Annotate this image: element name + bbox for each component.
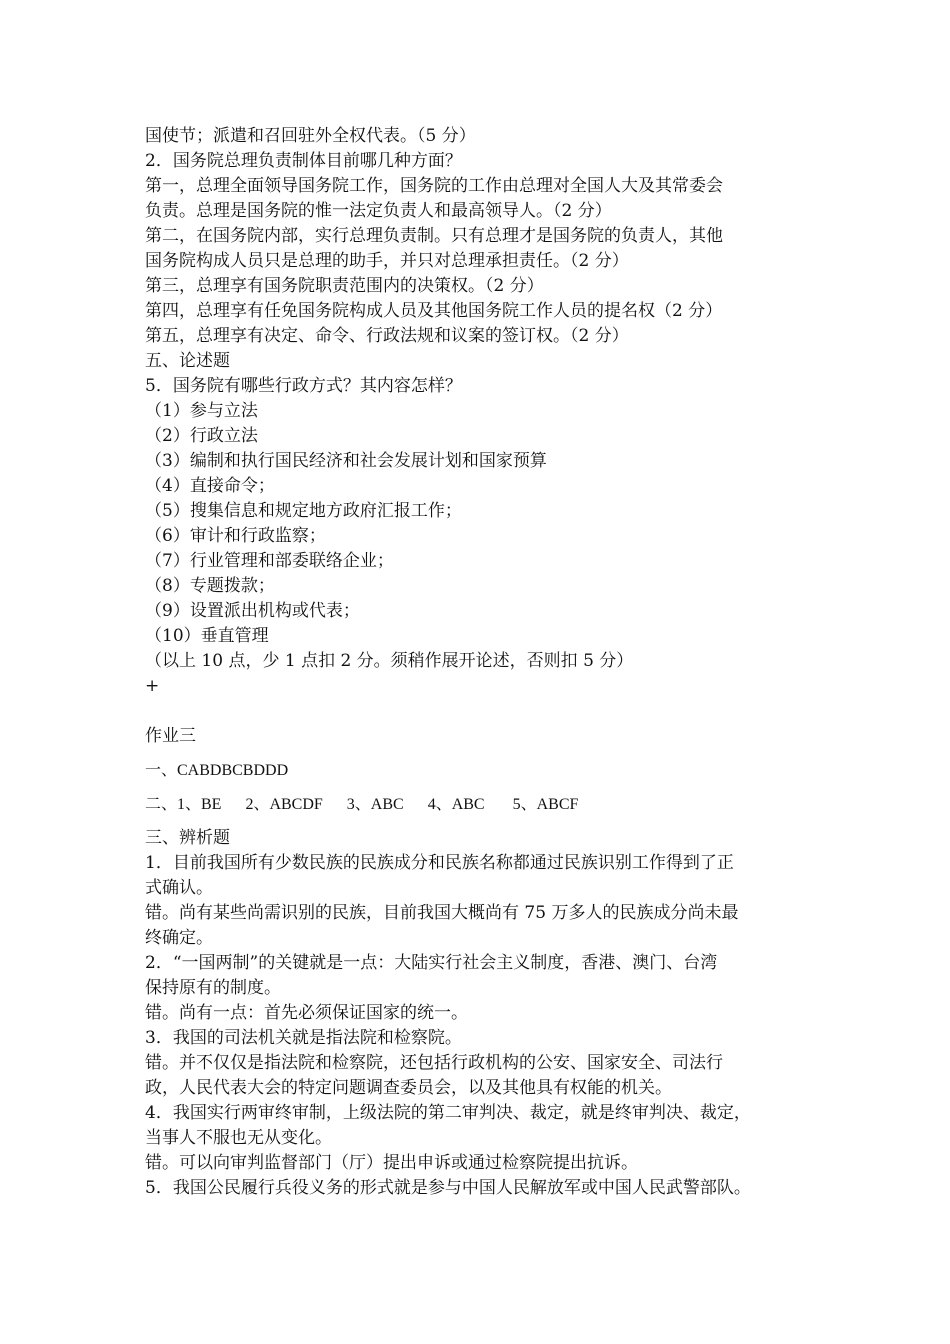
spacer	[145, 783, 825, 792]
text-line: （2）行政立法	[145, 426, 258, 446]
text-line: 第一，总理全面领导国务院工作，国务院的工作由总理对全国人大及其常委会	[145, 176, 723, 196]
text-line: 五、论述题	[145, 351, 230, 371]
text-line: 4．我国实行两审终审制，上级法院的第二审判决、裁定，就是终审判决、裁定，	[145, 1103, 751, 1123]
text-line: 1．目前我国所有少数民族的民族成分和民族名称都通过民族识别工作得到了正	[145, 853, 734, 873]
spacer	[145, 749, 825, 758]
text-line: 5．我国公民履行兵役义务的形式就是参与中国人民解放军或中国人民武警部队。	[145, 1178, 751, 1198]
spacer	[145, 817, 825, 826]
text-line: 负责。总理是国务院的惟一法定负责人和最高领导人。（2 分）	[145, 201, 612, 221]
text-line: （8）专题拨款；	[145, 576, 275, 596]
text-line: （以上 10 点，少 1 点扣 2 分。须稍作展开论述，否则扣 5 分）	[145, 651, 634, 671]
text-line: 第二，在国务院内部，实行总理负责制。只有总理才是国务院的负责人，其他	[145, 226, 723, 246]
text-line: 错。尚有一点：首先必须保证国家的统一。	[145, 1003, 468, 1023]
text-line: 终确定。	[145, 928, 213, 948]
text-line: （1）参与立法	[145, 401, 258, 421]
spacer	[145, 699, 825, 724]
text-line: 错。并不仅仅是指法院和检察院，还包括行政机构的公安、国家安全、司法行	[145, 1053, 723, 1073]
text-line: （6）审计和行政监察；	[145, 526, 326, 546]
text-line: 第五，总理享有决定、命令、行政法规和议案的签订权。（2 分）	[145, 326, 629, 346]
analysis-questions	[145, 826, 825, 1201]
text-line: 2．国务院总理负责制体目前哪几种方面？	[145, 151, 462, 171]
text-line: +	[145, 676, 160, 696]
text-line: （3）编制和执行国民经济和社会发展计划和国家预算	[145, 451, 547, 471]
text-line: 当事人不服也无从变化。	[145, 1128, 332, 1148]
text-line: 5．国务院有哪些行政方式？其内容怎样？	[145, 376, 462, 396]
text-line: 错。可以向审判监督部门（厅）提出申诉或通过检察院提出抗诉。	[145, 1153, 638, 1173]
text-line: （9）设置派出机构或代表；	[145, 601, 360, 621]
text-line: （4）直接命令；	[145, 476, 275, 496]
text-line: 错。尚有某些尚需识别的民族，目前我国大概尚有 75 万多人的民族成分尚未最	[145, 903, 739, 923]
text-line: （7）行业管理和部委联络企业；	[145, 551, 394, 571]
answers-part-2	[145, 124, 825, 699]
text-line: 2．“一国两制”的关键就是一点：大陆实行社会主义制度，香港、澳门、台湾	[145, 953, 718, 973]
text-line: 国使节；派遣和召回驻外全权代表。（5 分）	[145, 126, 476, 146]
text-line: （10）垂直管理	[145, 626, 269, 646]
text-line: 第四，总理享有任免国务院构成人员及其他国务院工作人员的提名权（2 分）	[145, 301, 723, 321]
document-body	[145, 124, 825, 1201]
text-line: 保持原有的制度。	[145, 978, 281, 998]
multiple-choice-answers: 二、1、BE 2、ABCDF 3、ABC 4、ABC 5、ABCF	[145, 796, 579, 813]
text-line: 3．我国的司法机关就是指法院和检察院。	[145, 1028, 462, 1048]
text-line: 三、辨析题	[145, 828, 230, 848]
text-line: 式确认。	[145, 878, 213, 898]
text-line: 第三，总理享有国务院职责范围内的决策权。（2 分）	[145, 276, 544, 296]
text-line: 政，人民代表大会的特定问题调查委员会，以及其他具有权能的机关。	[145, 1078, 672, 1098]
text-line: （5）搜集信息和规定地方政府汇报工作；	[145, 501, 462, 521]
text-line: 国务院构成人员只是总理的助手，并只对总理承担责任。（2 分）	[145, 251, 629, 271]
single-choice-answers: 一、CABDBCBDDD	[145, 762, 289, 779]
section-title: 作业三	[145, 726, 196, 746]
